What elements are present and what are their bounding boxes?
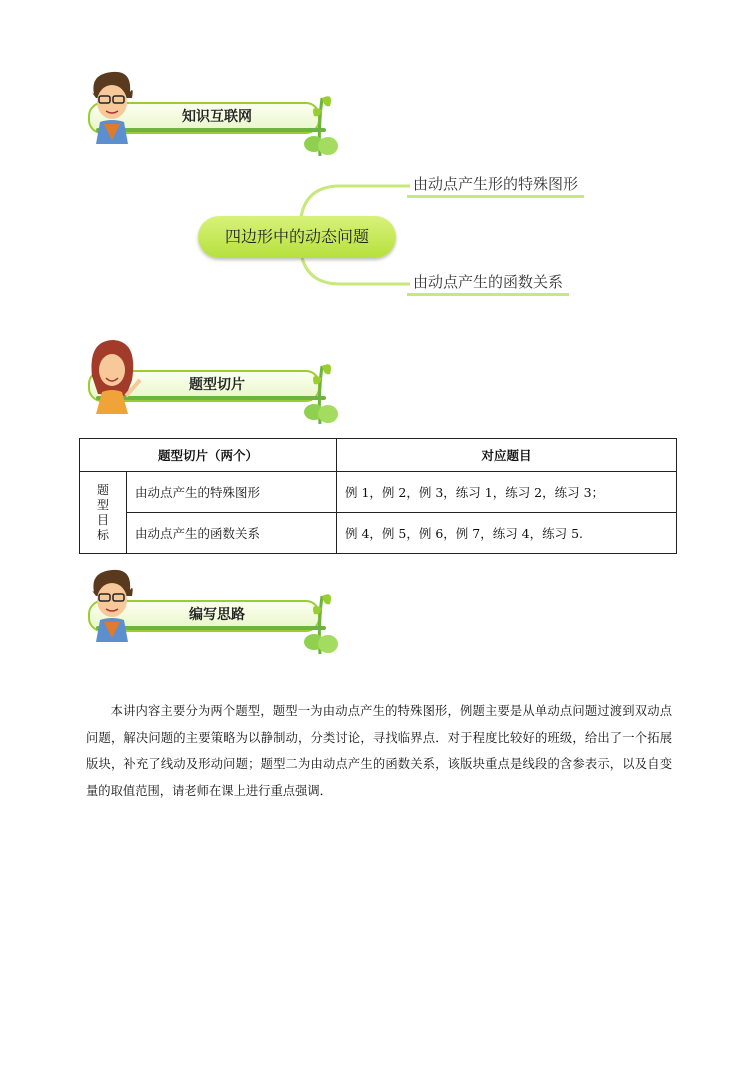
row-label-char: 标 (96, 527, 109, 542)
table-header-items: 对应题目 (337, 439, 677, 472)
row-label-char: 目 (96, 512, 109, 527)
row-label-char: 型 (96, 497, 109, 512)
section-title: 编写思路 (189, 607, 245, 623)
section-banner-knowledge (82, 68, 344, 158)
section-banner-question-types (82, 336, 344, 426)
table-header-types: 题型切片（两个） (80, 439, 337, 472)
question-types-table (79, 438, 677, 554)
mindmap-branch-top: 由动点产生形的特殊图形 (407, 173, 584, 198)
writing-ideas-paragraph: 本讲内容主要分为两个题型，题型一为由动点产生的特殊图形，例题主要是从单动点问题过渡到双动点问题，解决问题的主要策略为以静制动，分类讨论，寻找临界点．对于程度比较好的班级，给出了一个拓展版块，补充了线动及形动问题；题型二为由动点产生的函数关系，该版块重点是线段的含参表示，以及自变量的取值范围，请老师在课上进行重点强调． (86, 704, 672, 798)
section-title: 知识互联网 (182, 109, 252, 125)
table-row (80, 472, 677, 513)
girl-character-icon (82, 336, 152, 416)
row-label-vertical (80, 472, 127, 554)
items-cell: 例 1，例 2，例 3，练习 1，练习 2，练习 3； (337, 472, 677, 513)
boy-character-icon (82, 68, 142, 148)
boy-character-icon (82, 566, 142, 646)
table-row (80, 513, 677, 554)
sprout-icon (300, 576, 340, 656)
mindmap-branch-bottom: 由动点产生的函数关系 (407, 271, 569, 296)
row-label-char: 题 (96, 482, 109, 497)
type-cell: 由动点产生的特殊图形 (127, 472, 337, 513)
items-cell: 例 4，例 5，例 6，例 7，练习 4，练习 5. (337, 513, 677, 554)
mindmap-center-node: 四边形中的动态问题 (198, 216, 396, 258)
sprout-icon (300, 78, 340, 158)
section-title: 题型切片 (189, 377, 245, 393)
sprout-icon (300, 346, 340, 426)
table-header-row (80, 439, 677, 472)
type-cell: 由动点产生的函数关系 (127, 513, 337, 554)
section-banner-writing-ideas (82, 566, 344, 656)
